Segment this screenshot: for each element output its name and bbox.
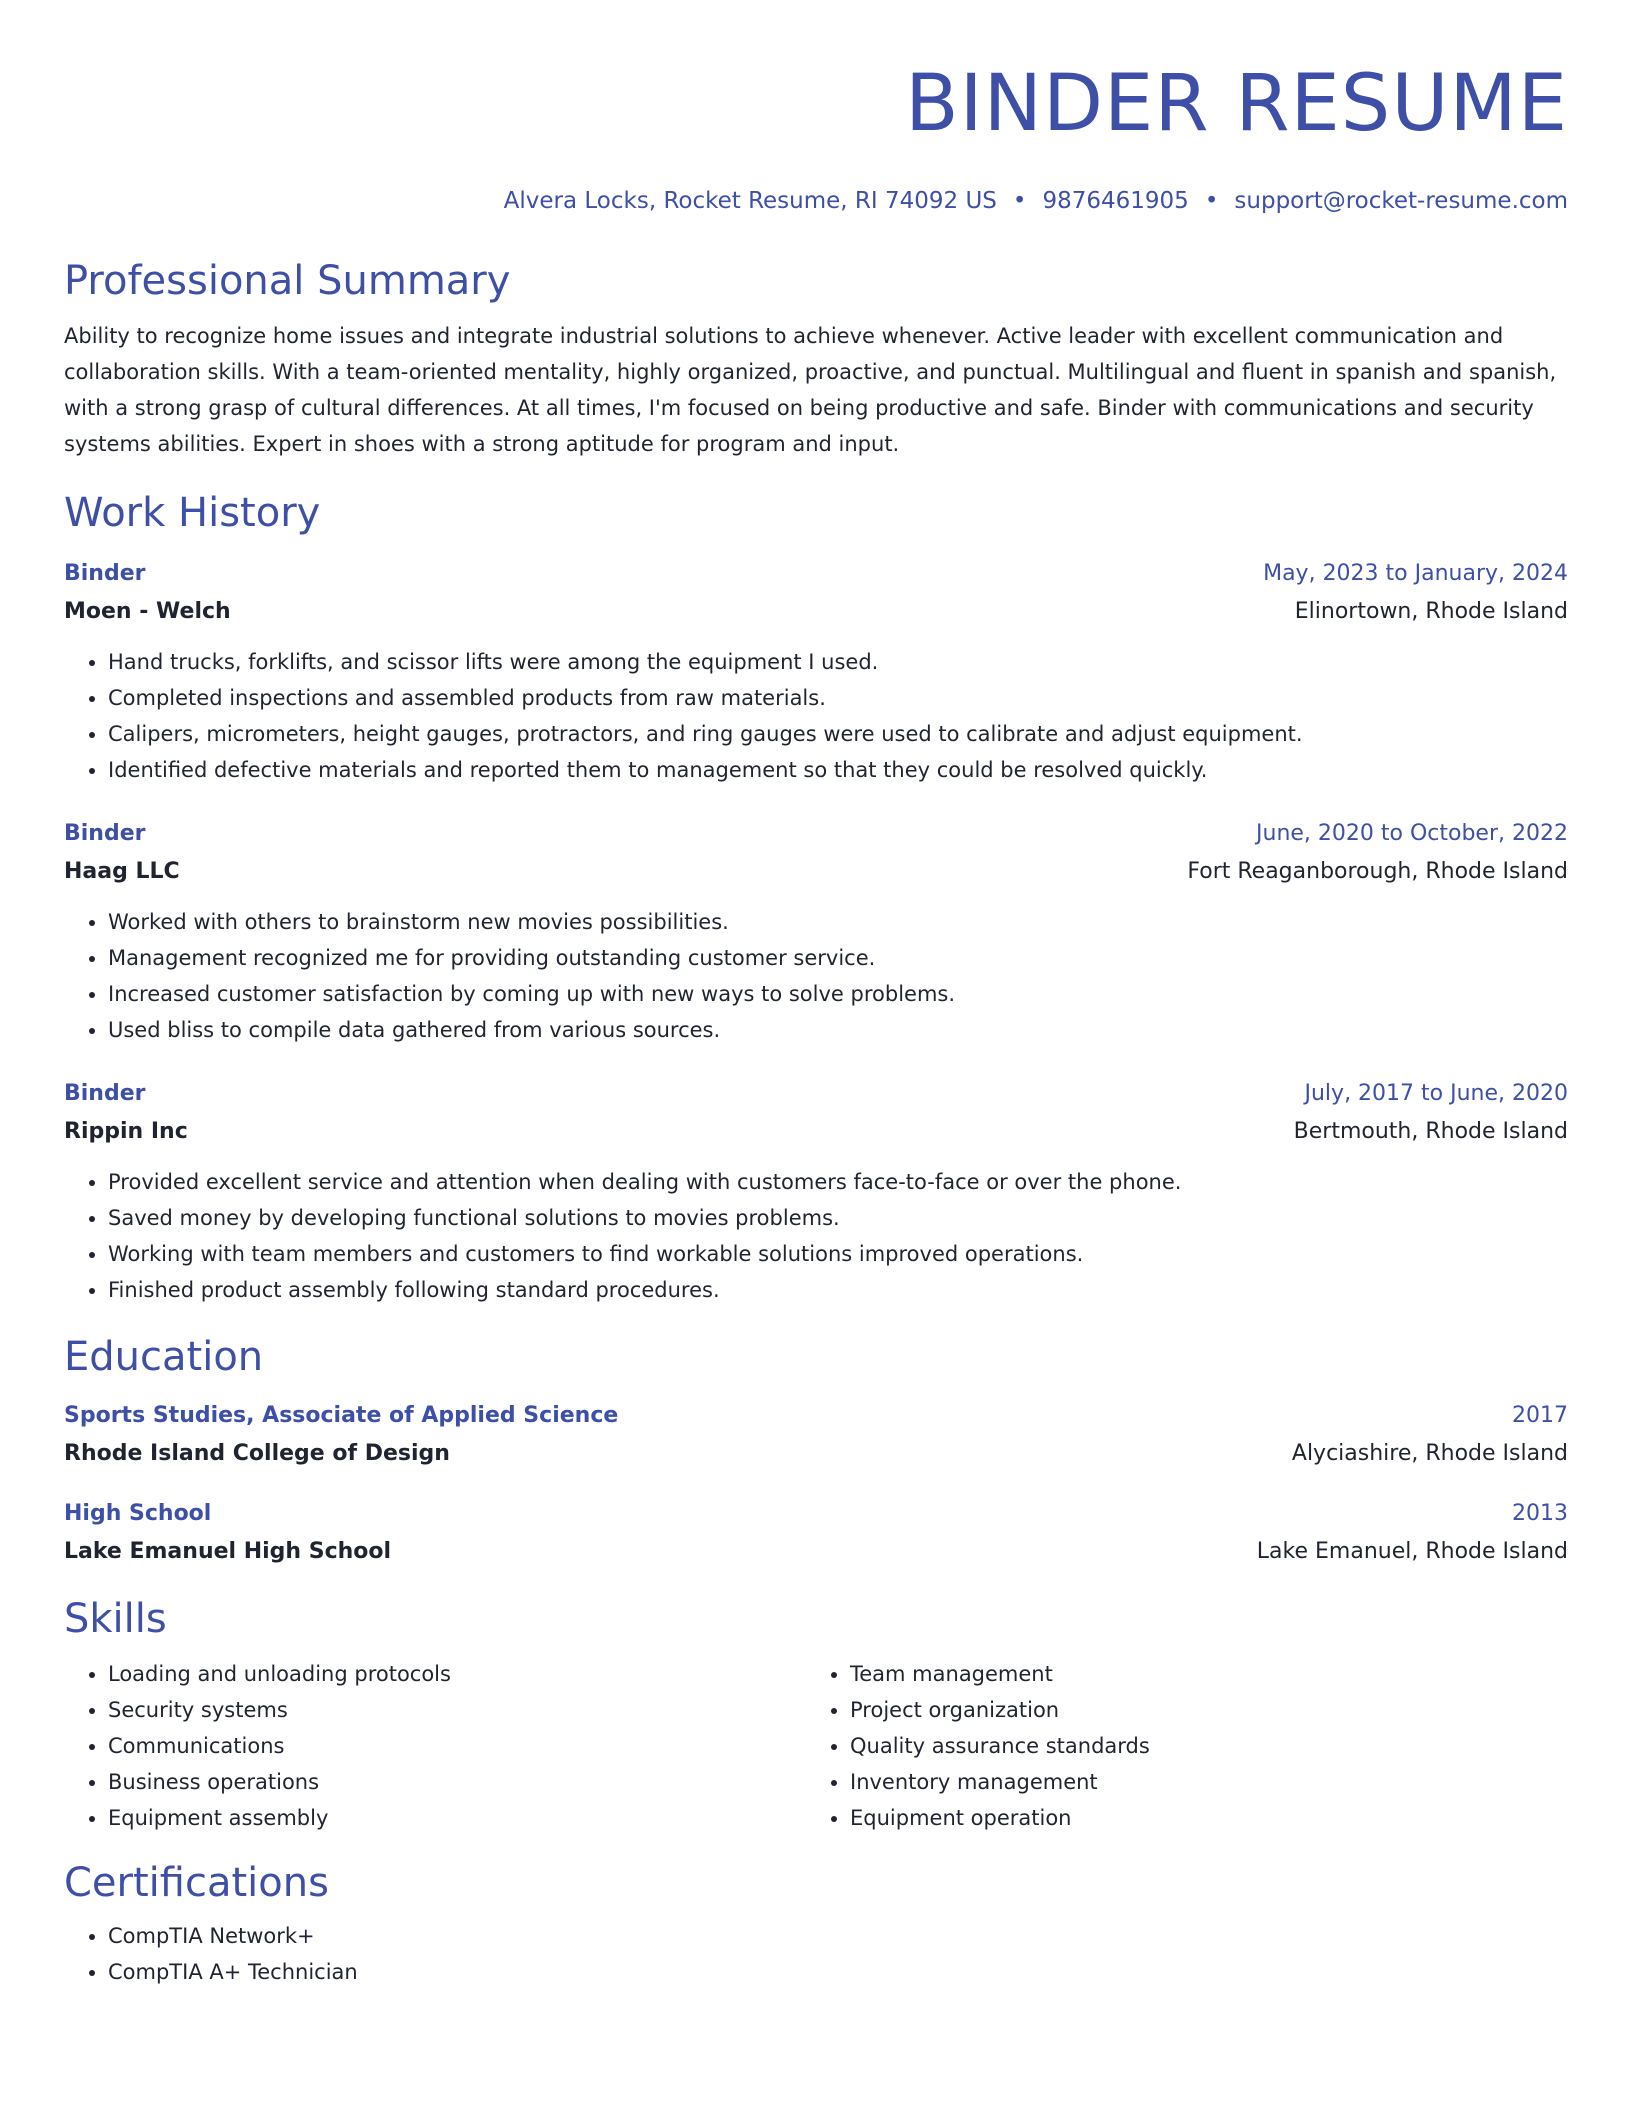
education-school: Rhode Island College of Design bbox=[64, 1441, 450, 1466]
job-bullet: • Provided excellent service and attention when dealing with customers face-to-face or over the phone. bbox=[108, 1164, 1568, 1200]
job-entry bbox=[64, 556, 1568, 788]
skills-column-right bbox=[806, 1656, 1548, 1836]
job-dates: June, 2020 to October, 2022 bbox=[1256, 821, 1568, 846]
education-school-row bbox=[64, 1532, 1568, 1572]
skills-column-left bbox=[64, 1656, 806, 1836]
skill-item: • Loading and unloading protocols bbox=[108, 1656, 806, 1692]
certifications-list bbox=[64, 1918, 1568, 1990]
work-history-heading: Work History bbox=[64, 490, 321, 536]
education-year: 2013 bbox=[1512, 1501, 1568, 1526]
resume-header bbox=[64, 0, 1568, 216]
job-bullet: • Working with team members and customers to find workable solutions improved operations. bbox=[108, 1236, 1568, 1272]
certification-item: • CompTIA Network+ bbox=[108, 1918, 1568, 1954]
skills-columns bbox=[64, 1656, 1568, 1836]
job-bullet: • Hand trucks, forklifts, and scissor lifts were among the equipment I used. bbox=[108, 644, 1568, 680]
job-employer: Moen - Welch bbox=[64, 599, 231, 624]
skill-item: • Communications bbox=[108, 1728, 806, 1764]
education-degree: High School bbox=[64, 1501, 212, 1526]
job-bullets bbox=[64, 904, 1568, 1048]
contact-separator: • bbox=[1012, 188, 1027, 214]
job-bullet: • Completed inspections and assembled products from raw materials. bbox=[108, 680, 1568, 716]
skill-item: • Quality assurance standards bbox=[850, 1728, 1548, 1764]
certifications-heading: Certifications bbox=[64, 1860, 329, 1906]
certification-item: • CompTIA A+ Technician bbox=[108, 1954, 1568, 1990]
resume-name: BINDER RESUME bbox=[905, 59, 1568, 149]
education-header-row bbox=[64, 1496, 1568, 1532]
skills-heading: Skills bbox=[64, 1596, 167, 1642]
education-school-row bbox=[64, 1434, 1568, 1474]
job-employer-row bbox=[64, 852, 1568, 892]
job-bullet: • Used bliss to compile data gathered from various sources. bbox=[108, 1012, 1568, 1048]
education-entry bbox=[64, 1496, 1568, 1572]
skill-item: • Security systems bbox=[108, 1692, 806, 1728]
skill-item: • Inventory management bbox=[850, 1764, 1548, 1800]
education-year: 2017 bbox=[1512, 1403, 1568, 1428]
certifications-list-wrap bbox=[64, 1918, 1568, 1990]
job-employer-row bbox=[64, 1112, 1568, 1152]
contact-separator: • bbox=[1204, 188, 1219, 214]
job-bullet: • Worked with others to brainstorm new movies possibilities. bbox=[108, 904, 1568, 940]
education-location: Lake Emanuel, Rhode Island bbox=[1256, 1539, 1568, 1564]
contact-email[interactable]: support@rocket-resume.com bbox=[1234, 188, 1568, 214]
job-bullet: • Saved money by developing functional solutions to movies problems. bbox=[108, 1200, 1568, 1236]
skills-list bbox=[806, 1656, 1548, 1836]
job-bullet: • Identified defective materials and reported them to management so that they could be resolved quickly. bbox=[108, 752, 1568, 788]
summary-heading: Professional Summary bbox=[64, 258, 511, 304]
education-heading: Education bbox=[64, 1334, 264, 1380]
contact-phone: 9876461905 bbox=[1042, 188, 1189, 214]
job-employer-row bbox=[64, 592, 1568, 632]
job-bullet: • Increased customer satisfaction by coming up with new ways to solve problems. bbox=[108, 976, 1568, 1012]
job-bullets bbox=[64, 644, 1568, 788]
education-entry bbox=[64, 1398, 1568, 1474]
skill-item: • Team management bbox=[850, 1656, 1548, 1692]
job-header-row bbox=[64, 816, 1568, 852]
job-title: Binder bbox=[64, 821, 146, 846]
education-degree: Sports Studies, Associate of Applied Science bbox=[64, 1403, 619, 1428]
skill-item: • Equipment operation bbox=[850, 1800, 1548, 1836]
job-bullet: • Calipers, micrometers, height gauges, protractors, and ring gauges were used to calibrate and adjust equipment. bbox=[108, 716, 1568, 752]
contact-address: Alvera Locks, Rocket Resume, RI 74092 US bbox=[503, 188, 997, 214]
job-entry bbox=[64, 816, 1568, 1048]
job-title: Binder bbox=[64, 1081, 146, 1106]
job-dates: July, 2017 to June, 2020 bbox=[1304, 1081, 1568, 1106]
job-entry bbox=[64, 1076, 1568, 1308]
job-location: Fort Reaganborough, Rhode Island bbox=[1187, 859, 1568, 884]
job-employer: Haag LLC bbox=[64, 859, 180, 884]
skill-item: • Business operations bbox=[108, 1764, 806, 1800]
job-title: Binder bbox=[64, 561, 146, 586]
job-header-row bbox=[64, 1076, 1568, 1112]
education-header-row bbox=[64, 1398, 1568, 1434]
education-location: Alyciashire, Rhode Island bbox=[1291, 1441, 1568, 1466]
job-location: Bertmouth, Rhode Island bbox=[1293, 1119, 1568, 1144]
job-employer: Rippin Inc bbox=[64, 1119, 188, 1144]
job-dates: May, 2023 to January, 2024 bbox=[1263, 561, 1568, 586]
education-school: Lake Emanuel High School bbox=[64, 1539, 392, 1564]
resume-page bbox=[64, 0, 1568, 1990]
skills-list bbox=[64, 1656, 806, 1836]
job-bullets bbox=[64, 1164, 1568, 1308]
job-location: Elinortown, Rhode Island bbox=[1294, 599, 1568, 624]
contact-line bbox=[64, 186, 1568, 216]
job-bullet: • Finished product assembly following standard procedures. bbox=[108, 1272, 1568, 1308]
job-header-row bbox=[64, 556, 1568, 592]
job-bullet: • Management recognized me for providing outstanding customer service. bbox=[108, 940, 1568, 976]
skill-item: • Equipment assembly bbox=[108, 1800, 806, 1836]
summary-text: Ability to recognize home issues and integrate industrial solutions to achieve whenever. Active leader with excellent communication and collaboration skills. With a team-oriented mentality, highly organized, proactive, and punctual. Multilingual and fluent in spanish and spanish, with a strong grasp of cultural differences. At all times, I'm focused on being productive and safe. Binder with communications and security systems abilities. Expert in shoes with a strong aptitude for program and input. bbox=[64, 324, 1557, 456]
skill-item: • Project organization bbox=[850, 1692, 1548, 1728]
